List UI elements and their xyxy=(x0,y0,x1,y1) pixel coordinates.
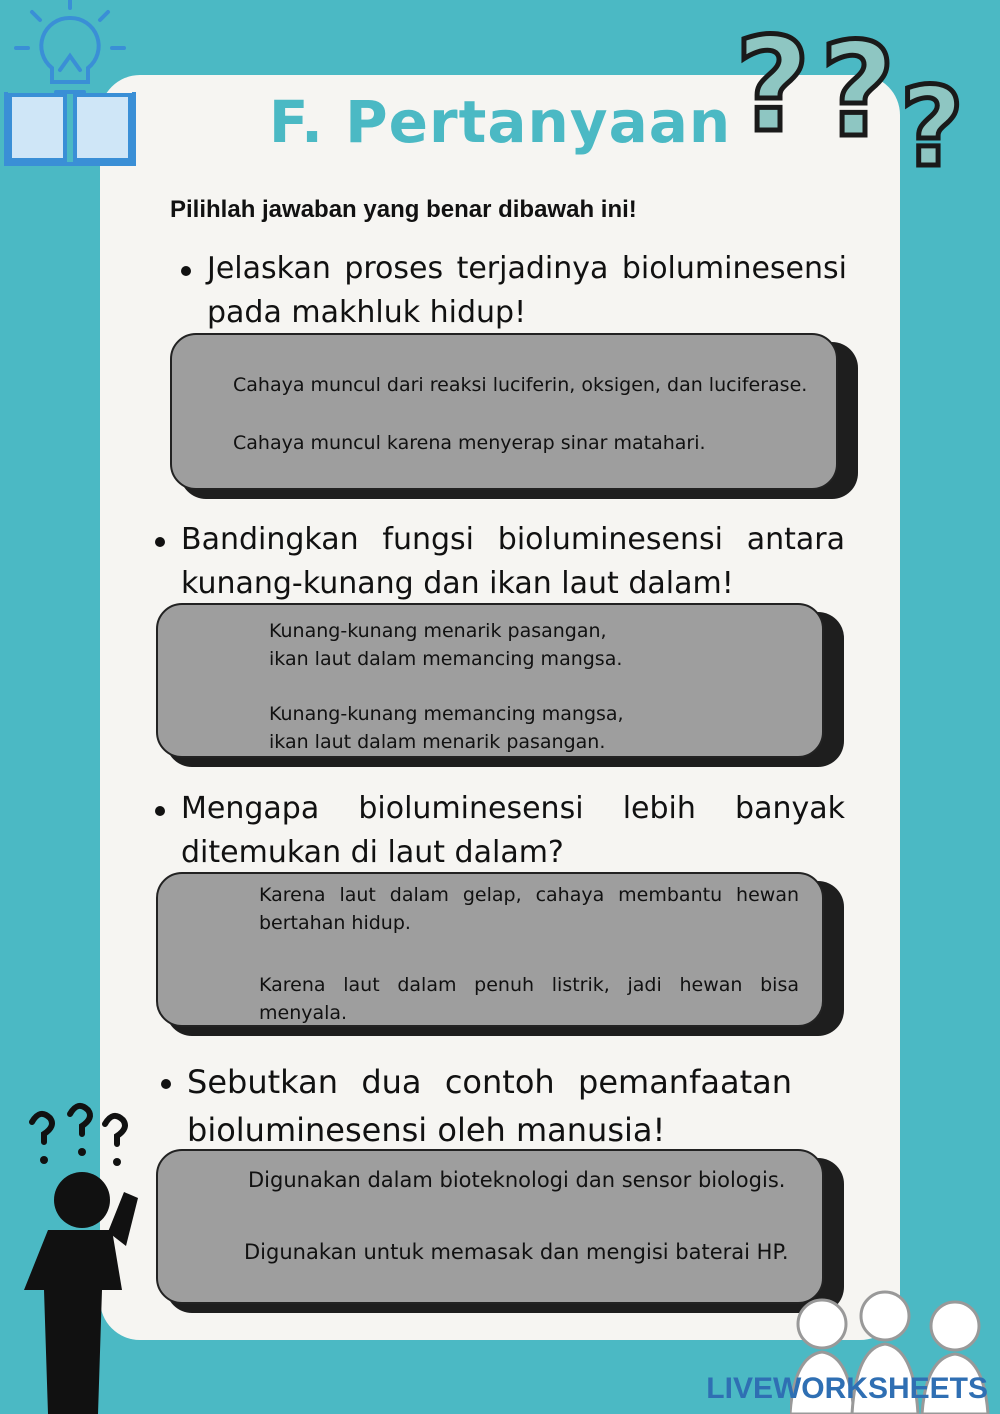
option-3b[interactable]: Karena laut dalam penuh listrik, jadi hewan bisa menyala. xyxy=(259,974,799,1024)
question-text: Jelaskan proses terjadinya bioluminesensi pada makhluk hidup! xyxy=(207,251,847,330)
instruction-text: Pilihlah jawaban yang benar dibawah ini! xyxy=(170,196,637,223)
question-1 xyxy=(207,247,847,335)
option-1a[interactable]: Cahaya muncul dari reaksi luciferin, oksigen, dan luciferase. xyxy=(233,374,808,396)
svg-text:?: ? xyxy=(900,63,964,175)
option-4b[interactable]: Digunakan untuk memasak dan mengisi baterai HP. xyxy=(244,1240,789,1264)
svg-text:?: ? xyxy=(820,20,896,166)
question-text: Mengapa bioluminesensi lebih banyak ditemukan di laut dalam? xyxy=(181,791,845,870)
thinking-person-icon xyxy=(10,1100,150,1414)
page-title: F. Pertanyaan xyxy=(268,88,732,156)
bullet-icon xyxy=(155,537,165,547)
option-4a[interactable]: Digunakan dalam bioteknologi dan sensor biologis. xyxy=(248,1168,786,1192)
question-text: Sebutkan dua contoh pemanfaatan bioluminesensi oleh manusia! xyxy=(187,1063,792,1149)
bullet-icon xyxy=(161,1079,171,1089)
question-text: Bandingkan fungsi bioluminesensi antara kunang-kunang dan ikan laut dalam! xyxy=(181,522,845,601)
bullet-icon xyxy=(155,806,165,816)
option-2b[interactable]: Kunang-kunang memancing mangsa, ikan laut dalam menarik pasangan. xyxy=(269,703,624,753)
option-3a[interactable]: Karena laut dalam gelap, cahaya membantu hewan bertahan hidup. xyxy=(259,884,799,934)
question-2 xyxy=(181,518,845,606)
option-2a[interactable]: Kunang-kunang menarik pasangan, ikan laut dalam memancing mangsa. xyxy=(269,620,623,670)
question-3 xyxy=(181,787,845,875)
bullet-icon xyxy=(181,266,191,276)
svg-text:?: ? xyxy=(735,20,811,161)
option-1b[interactable]: Cahaya muncul karena menyerap sinar matahari. xyxy=(233,432,706,454)
question-4 xyxy=(187,1058,792,1154)
option-box-1 xyxy=(170,333,838,490)
liveworksheets-logo: LIVEWORKSHEETS xyxy=(706,1372,988,1405)
